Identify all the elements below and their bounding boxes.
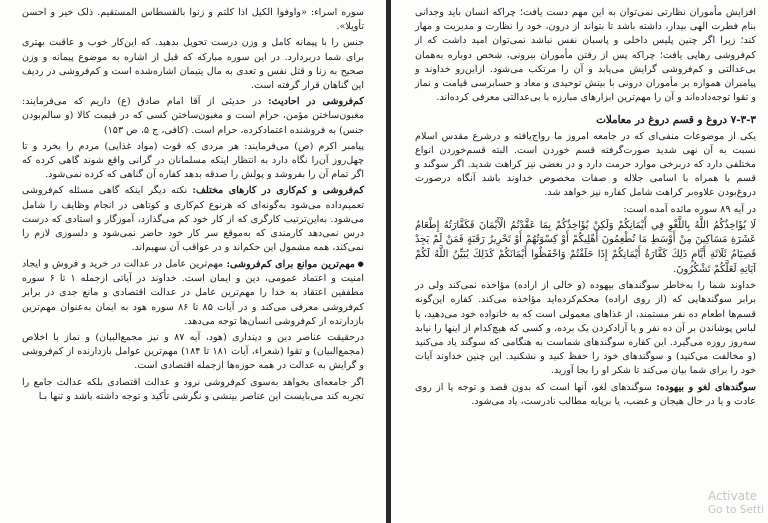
oath-paragraph: یکی از موضوعات منفی‌ای که در جامعه امروز ما رواج‌یافته و درشرع مقدس اسلام نسبت به آن نهی شدید صورت‌گرفته قسم خوردن است. البته قسم‌خوردن انواع مختلفی دارد که دربرخی موارد حرمت دارد و در بعضی نیز کراهت شدید. اگر سوگند و قسم با همراه با اسامی جلاله و صفات مخصوص خداوند باشد آنگاه درصورت دروغ‌بودن علاوه‌بر کراهت شامل کفاره نیز خواهد شد. xyxy=(415,130,756,199)
translation-paragraph: خداوند شما را به‌خاطر سوگندهای بیهوده (و خالی از اراده) مؤاخذه نمی‌کند ولی در برابر سوگندهایی که (از روی اراده) محکم‌کرده‌اید مؤاخذه می‌کند. کفاره این‌گونه قسم‌ها اطعام ده نفر مستمند، از غذاهای معمولی است که به خانواده خود می‌دهید، یا لباس پوشاندن بر آن ده نفر و یا آزادکردن یک برده، و کسی که هیچ‌کدام از اینها را نیابد سه‌روز روزه می‌گیرد. این کفاره سوگندهای شماست به هنگامی که سوگند یاد می‌کنید (و مخالفت می‌کنید) و سوگندهای خود را حفظ کنید و نشکنید. این چنین خداوند آیات خود را برای شما بیان می‌کند تا شکر او را بجا آورید. xyxy=(415,280,756,377)
watermark-line-1: Activate xyxy=(708,489,758,503)
obstacles-text: مهم‌ترین عامل در عدالت در خرید و فروش و ایجاد امنیت و اعتماد عمومی، دین و ایمان است. خداوند در آیاتی ازجمله ۱ تا ۶ سوره مطففین اعتقاد به خدا را مهم‌ترین عامل در عدالت اقتصادی و مانع جدی در برابر کم‌فروشی معرفی می‌کند و در آیات ۸۵ تا ۸۶ سوره هود به ایمان به‌عنوان مهم‌ترین بازدارنده از کم‌فروشی انسان‌ها توجه می‌دهد. xyxy=(22,259,364,327)
section-heading: ۷-۳-۳ دروغ و قسم دروغ در معاملات xyxy=(596,114,756,127)
jobs-paragraph xyxy=(22,184,364,255)
intro-paragraph: افزایش مأموران نظارتی نمی‌توان به این مهم دست یافت؛ چراکه انسان باید وجدانی بنام فطرت الهی بیدار، داشته باشد تا بتواند از درون، خود را نظارت و مدیریت و مهار کند؛ زیرا اگر چنین پلیس داخلی و پاسبان نفس نباشد نمی‌توان امید داشت که از کم‌فروشی رهایی یافت؛ چراکه پس از رفتن مأموران بیرونی، شخص دوباره به‌همان بی‌عدالتی و کم‌فروشی گرایش می‌یابد و آن را مرتکب می‌شود. ازاین‌رو خداوند و پیامبران همواره بر مأموران درونی با بینش توحیدی و معاد و حسابرسی قیامت و نماز و تقوا توجه‌داده‌اند و آن را مهم‌ترین ابزارهای مبارزه با بی‌عدالتی معرفی کرده‌اند. xyxy=(415,7,756,104)
hadith-term: کم‌فروشی در احادیث: xyxy=(268,96,364,108)
quran-verse: لَا يُؤَاخِذُكُمُ اللَّهُ بِاللَّغْوِ فِي أَيْمَانِكُمْ وَلَكِنْ يُؤَاخِذُكُمْ بِمَا عَقَّدْتُمُ الْأَيْمَانَ فَكَفَّارَتُهُ إِطْعَامُ عَشَرَةِ مَسَاكِينَ مِنْ أَوْسَطِ مَا تُطْعِمُونَ أَهْلِيكُمْ أَوْ كِسْوَتُهُمْ أَوْ تَحْرِيرُ رَقَبَةٍ فَمَنْ لَمْ يَجِدْ فَصِيَامُ ثَلَاثَةِ أَيَّامٍ ذَلِكَ كَفَّارَةُ أَيْمَانِكُمْ إِذَا حَلَفْتُمْ وَاحْفَظُوا أَيْمَانَكُمْ كَذَلِكَ يُبَيِّنُ اللَّهُ لَكُمْ آيَاتِهِ لَعَلَّكُمْ تَشْكُرُونَ. xyxy=(415,219,756,275)
quran-quote-paragraph: سوره اسراء: «واوفوا الکیل اذا کلتم و زنوا بالقسطاس المستقیم. ذلک خیر و احسن تأویلا». xyxy=(22,7,364,33)
hadith-text: در حدیثی از آقا امام صادق (ع) داریم که می‌فرمایند: مغبون‌ساختن مؤمن، حرام است و مغبون‌ساختن کسی که در قیمت کالا (و سالم‌بودن جنس) به فروشنده اعتمادکرده، حرام است. (کافی، ج ۵، ص ۱۵۳) xyxy=(22,96,364,136)
factors-paragraph: درحقیقت عناصر دین و دینداری (هود، آیه ۸۷ و نیز مجمع‌البیان) و نماز با اخلاص (مجمع‌البیان) و تقوا (شعراء، آیات ۱۸۱ تا ۱۸۴) مهم‌ترین عوامل بازدارنده از کم‌فروشی و گرایش به عدالت در همه حوزه‌ها ازجمله اقتصادی است. xyxy=(22,332,365,372)
measure-paragraph: جنس را با پیمانه کامل و وزن درست تحویل بدهید. که این‌کار خوب و عاقبت بهتری برای شما دربردارد. در این سوره مبارکه که قبل از اشاره به موضوع پیمانه و وزن صحیح به زنا و قتل نفس و تعدی به مال یتیمان اشاره‌شده است و کم‌فروشی در ردیف این گناهان قرار گرفته است. xyxy=(22,37,364,92)
closing-paragraph: اگر جامعه‌ای بخواهد به‌سوی کم‌فروشی نرود و عدالت اقتصادی بلکه عدالت جامع را تجربه کند می‌بایست این عناصر بینشی و نگرشی تأکید و توجه داشته باشد و تنها بـا xyxy=(22,376,364,402)
vain-oaths-term: سوگندهای لغو و بیهوده: xyxy=(656,381,756,393)
right-page-text xyxy=(415,6,756,411)
hadith-paragraph xyxy=(22,95,364,138)
verse-intro: در آیه ۸۹ سوره مائده آمده است: xyxy=(623,203,756,215)
obstacles-paragraph xyxy=(22,257,364,329)
prophet-hadith-paragraph: پیامبر اکرم (ص) می‌فرمایند: هر مردی که قوت (مواد غذایی) مردم را بخرد و تا چهل‌روز آن‌را نگاه دارد به انتظار اینکه مسلمانان در گرانی واقع شوند گاهی کرده که اگر تمام آن را بفروشد و پولش را صدقه بدهد کفاره آن گناهی که کرده نمی‌شود. xyxy=(22,140,364,181)
obstacles-term: ● مهم‌ترین موانع برای کم‌فروشی: xyxy=(227,259,364,270)
activation-watermark xyxy=(708,489,768,517)
jobs-term: کم‌فروشی و کم‌کاری در کارهای مختلف: xyxy=(192,185,365,197)
jobs-text: نکته دیگر اینکه گاهی مسئله کم‌فروشی تعمیم‌داده می‌شود به‌گونه‌ای که هرنوع کم‌کاری و کوتاهی در انجام وظایف را شامل می‌شود. به‌این‌ترتیب کارگری که از کار خود کم می‌گذارد، آموزگار و استادی که درست درس نمی‌دهد کارمندی که به‌موقع سر کار خود حاضر نمی‌شود و دلسوزی لازم را نمی‌کند، همه مشمول این حکم‌اند و در عواقب آن سهیم‌اند. xyxy=(22,185,364,254)
vain-oaths-text: سوگندهای لغو، آنها است که بدون قصد و توجه یا از روی عادت و یا در حال هیجان و غضب، یا برپایه مطالب نادرست، یاد می‌شود. xyxy=(415,381,756,407)
watermark-line-2: Go to Setti xyxy=(708,504,765,516)
left-page-text xyxy=(22,6,364,406)
vain-oaths-paragraph xyxy=(415,381,756,409)
right-page xyxy=(391,0,768,523)
